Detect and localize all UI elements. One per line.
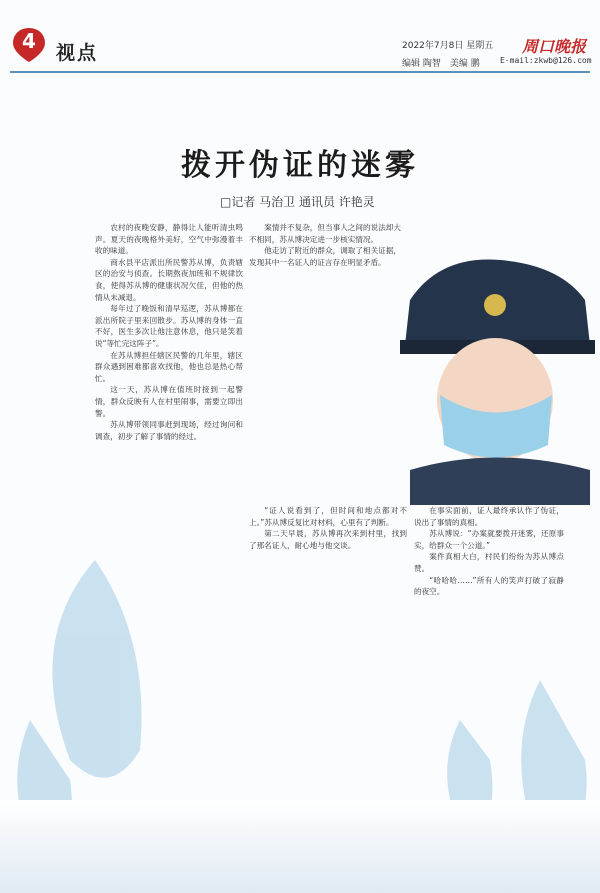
issue-date: 2022年7月8日 星期五	[402, 41, 494, 51]
paragraph: 每年过了晚饭和清早巡逻，苏从博都在派出所院子里来回散步。苏从博的身体一直不好，医生多次让他注意休息，他只是笑着说“等忙完这阵子”。	[95, 304, 243, 348]
paragraph: 苏从博带领同事赶到现场，经过询问和调查，初步了解了事情的经过。	[95, 420, 243, 441]
article-column-1	[95, 222, 243, 726]
page-number: 4	[22, 29, 36, 53]
article-headline: 拨开伪证的迷雾	[181, 148, 419, 183]
paragraph: “证人说看到了，但时间和地点都对不上。”苏从博反复比对材料，心里有了判断。	[249, 506, 407, 527]
officer-figure	[400, 260, 595, 506]
editor-credit: 编辑 陶智 美编 鹏	[402, 59, 480, 69]
paragraph: 农村的夜晚安静，静得让人能听清虫鸣声。夏天的夜晚格外美好，空气中弥漫着丰收的味道。	[95, 223, 243, 256]
newspaper-logo: 周口晚报	[522, 37, 587, 56]
paragraph: 案件真相大白，村民们纷纷为苏从博点赞。	[414, 552, 564, 573]
paragraph: 在苏从博担任辖区民警的几年里，辖区群众遇到困难都喜欢找他，他也总是热心帮忙。	[95, 350, 243, 383]
article-column-2-continued	[249, 505, 407, 785]
article-column-3	[414, 505, 564, 800]
paragraph: 第二天早晨，苏从博再次来到村里，找到了那名证人，耐心地与他交谈。	[249, 529, 407, 550]
section-title: 视点	[56, 42, 99, 64]
article-column-2	[249, 222, 401, 492]
paragraph: 他走访了附近的群众，调取了相关证据，发现其中一名证人的证言存在明显矛盾。	[249, 246, 401, 267]
paragraph: 案情并不复杂，但当事人之间的说法却大不相同，苏从博决定进一步核实情况。	[249, 223, 401, 244]
article-byline: □记者 马治卫 通讯员 许艳灵	[220, 195, 375, 209]
contact-email: E-mail:zkwb@126.com	[500, 56, 592, 65]
paragraph: 在事实面前，证人最终承认作了伪证，说出了事情的真相。	[414, 506, 564, 527]
paragraph: 这一天，苏从博在值班时接到一起警情，群众反映有人在村里闹事，需要立即出警。	[95, 385, 243, 418]
paragraph: 商水县平店派出所民警苏从博，负责辖区的治安与侦查。长期熬夜加班和不规律饮食，使得苏从博的健康状况欠佳，但他的热情从未减退。	[95, 257, 243, 302]
paragraph: “哈哈哈……”所有人的笑声打破了寂静的夜空。	[414, 575, 564, 597]
paragraph: 苏从博说：“办案就要拨开迷雾，还原事实，给群众一个公道。”	[414, 529, 564, 550]
header-rule	[10, 71, 590, 73]
